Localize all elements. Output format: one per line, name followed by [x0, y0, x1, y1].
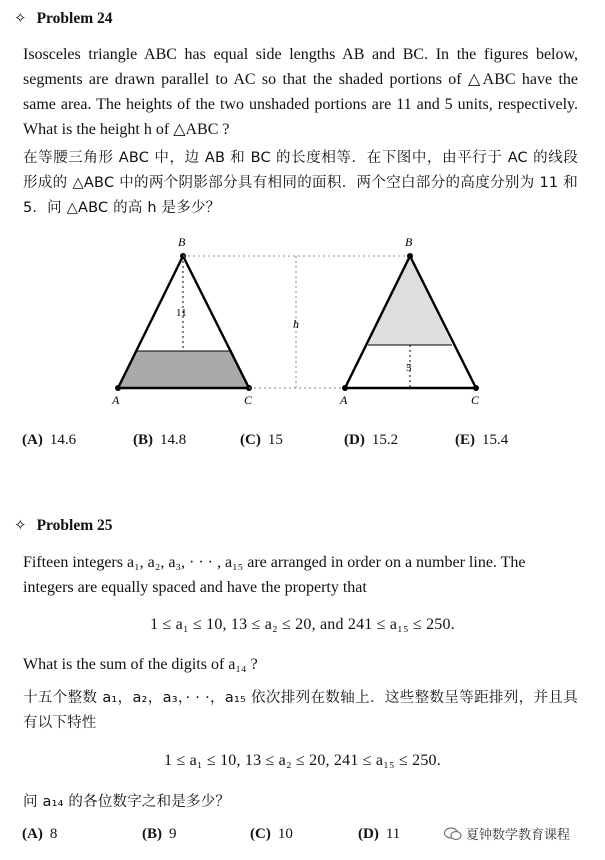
right-label-C: C: [471, 393, 480, 407]
choice-value: 15.4: [482, 432, 509, 448]
four-point-star-icon: ✧: [14, 517, 27, 534]
choice-letter: (A): [22, 826, 43, 842]
problem-25-chinese: 十五个整数 a₁，a₂，a₃，· · ·，a₁₅ 依次排列在数轴上．这些整数呈等距排列，并且具有以下特性: [23, 690, 578, 731]
problem-25-inequality-en: 1 ≤ a₁ ≤ 10, 13 ≤ a₂ ≤ 20, and 241 ≤ a₁₅ ≤ 250.: [150, 616, 455, 633]
problem-24-english: Isosceles triangle ABC has equal side lengths AB and BC. In the figures below, segments are drawn parallel to AC so that the shaded portions of △ABC have the same area. The heights of the two unshaded portions are 11 and 5 units, respectively. What is the height h of △ABC ?: [23, 46, 578, 138]
chat-bubble-icon: [444, 827, 462, 841]
four-point-star-icon: ✧: [14, 10, 27, 27]
choice-letter: (C): [250, 826, 271, 842]
choice-c[interactable]: [240, 432, 283, 449]
right-label-B: B: [405, 235, 413, 249]
choice-d[interactable]: [358, 826, 400, 843]
right-label-A: A: [340, 393, 348, 407]
choice-value: 11: [385, 826, 401, 842]
choice-letter: (C): [240, 432, 261, 448]
h-label: h: [293, 317, 299, 331]
watermark: [440, 823, 574, 844]
choice-c[interactable]: [250, 826, 293, 843]
choice-value: 14.8: [160, 432, 187, 448]
problem-25-question-cn: 问 a₁₄ 的各位数字之和是多少？: [23, 794, 231, 810]
choice-d[interactable]: [344, 432, 398, 449]
problem-24-heading: [14, 10, 113, 28]
choice-b[interactable]: [133, 432, 186, 449]
problem-25-question-en: What is the sum of the digits of a₁₄ ?: [23, 656, 258, 673]
problem-25-title: Problem 25: [36, 517, 113, 534]
choice-letter: (D): [358, 826, 379, 842]
right-height-label: 5: [406, 362, 412, 374]
choice-letter: (B): [133, 432, 153, 448]
choice-letter: (E): [455, 432, 475, 448]
choice-value: 15: [267, 432, 283, 448]
choice-value: 8: [49, 826, 58, 842]
choice-b[interactable]: [142, 826, 177, 843]
problem-25-heading: [14, 517, 113, 535]
problem-24-figure: [0, 228, 605, 413]
problem-25-english-line2: integers are equally spaced and have the property that: [23, 579, 367, 596]
left-height-label: 11: [176, 307, 187, 319]
right-shaded-triangle: [368, 256, 452, 345]
choice-letter: (B): [142, 826, 162, 842]
choice-value: 9: [169, 826, 177, 842]
choice-a[interactable]: [22, 826, 57, 843]
problem-24-chinese: 在等腰三角形 ABC 中，边 AB 和 BC 的长度相等．在下图中，由平行于 AC 的线段形成的 △ABC 中的两个阴影部分具有相同的面积．两个空白部分的高度分别为 11 和 5．问 △ABC 的高 h 是多少？: [23, 150, 578, 216]
left-label-A: A: [112, 393, 120, 407]
choice-value: 10: [277, 826, 293, 842]
choice-a[interactable]: [22, 432, 76, 449]
choice-value: 15.2: [371, 432, 399, 448]
choice-e[interactable]: [455, 432, 508, 449]
left-shaded-trapezoid: [118, 351, 249, 388]
left-label-C: C: [244, 393, 253, 407]
problem-25-english-line1: Fifteen integers a₁, a₂, a₃, · · · , a₁₅ are arranged in order on a number line. The: [23, 554, 526, 571]
choice-letter: (D): [344, 432, 365, 448]
watermark-text: 夏钟数学教育课程: [466, 828, 571, 843]
left-label-B: B: [178, 235, 186, 249]
choice-letter: (A): [22, 432, 43, 448]
problem-25-inequality-cn: 1 ≤ a₁ ≤ 10, 13 ≤ a₂ ≤ 20, 241 ≤ a₁₅ ≤ 250.: [164, 752, 441, 769]
problem-24-title: Problem 24: [36, 10, 113, 27]
choice-value: 14.6: [49, 432, 77, 448]
